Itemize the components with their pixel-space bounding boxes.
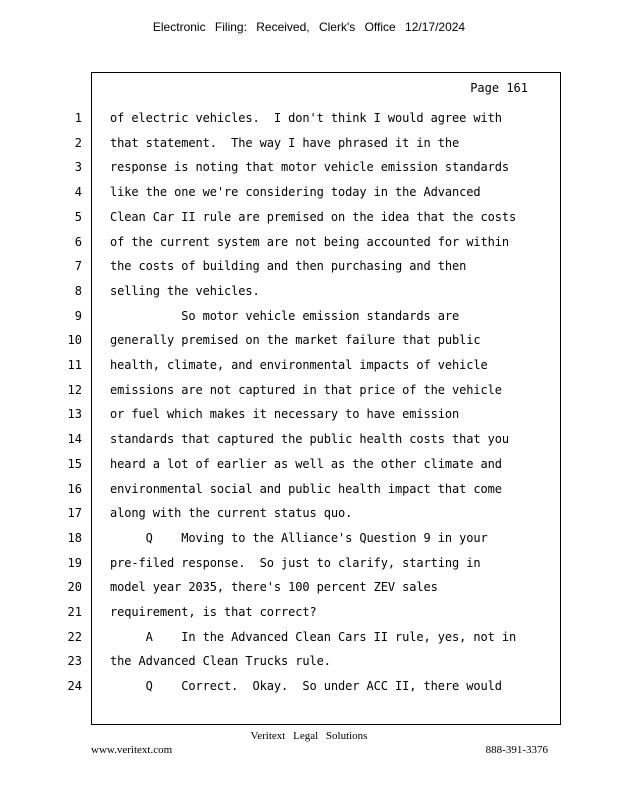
footer-phone: 888-391-3376: [485, 744, 548, 756]
transcript-line: [0, 580, 618, 605]
footer-website: www.veritext.com: [91, 744, 173, 756]
line-text: Q Correct. Okay. So under ACC II, there would: [110, 679, 502, 694]
line-text: like the one we're considering today in the Advanced: [110, 185, 481, 200]
transcript-line: [0, 358, 618, 383]
line-text: model year 2035, there's 100 percent ZEV sales: [110, 580, 438, 595]
line-number: 7: [74, 259, 82, 274]
line-text: health, climate, and environmental impacts of vehicle: [110, 358, 488, 372]
line-number: 6: [74, 234, 82, 249]
line-number: 5: [74, 209, 82, 224]
line-text: So motor vehicle emission standards are: [110, 308, 460, 323]
transcript-line: [0, 506, 618, 531]
transcript-line: [0, 407, 618, 432]
transcript-line: [0, 605, 618, 630]
line-text: or fuel which makes it necessary to have emission: [110, 407, 460, 422]
line-text: the costs of building and then purchasing and then: [110, 259, 467, 274]
transcript-line: [0, 482, 618, 507]
line-number: 3: [74, 160, 82, 175]
line-text: pre-filed response. So just to clarify, starting in: [110, 555, 481, 570]
transcript-line: [0, 136, 618, 161]
transcript-line: [0, 309, 618, 334]
line-text: A In the Advanced Clean Cars II rule, yes, not in: [110, 629, 517, 644]
line-number: 16: [67, 481, 82, 496]
transcript-line: [0, 556, 618, 581]
line-text: requirement, is that correct?: [110, 605, 317, 619]
filing-stamp: Electronic Filing: Received, Clerk's Office 12/17/2024: [152, 20, 466, 34]
line-text: the Advanced Clean Trucks rule.: [110, 654, 331, 669]
line-text: environmental social and public health impact that come: [110, 481, 502, 496]
page-number: Page 161: [470, 81, 528, 95]
line-number: 8: [74, 283, 82, 298]
line-number: 14: [67, 432, 82, 447]
transcript-line: [0, 185, 618, 210]
line-text: that statement. The way I have phrased it in the: [110, 135, 460, 150]
transcript-line: [0, 679, 618, 704]
line-number: 24: [67, 679, 82, 694]
line-number: 20: [67, 580, 82, 595]
line-number: 11: [67, 358, 82, 372]
transcript-line: [0, 160, 618, 185]
line-number: 10: [67, 333, 82, 348]
line-text: response is noting that motor vehicle emission standards: [110, 160, 509, 175]
line-text: Q Moving to the Alliance's Question 9 in your: [110, 530, 488, 545]
line-number: 4: [74, 185, 82, 200]
transcript-line: [0, 259, 618, 284]
transcript-line: [0, 630, 618, 655]
line-number: 13: [67, 407, 82, 422]
line-number: 2: [74, 135, 82, 150]
transcript-line: [0, 654, 618, 679]
line-text: of the current system are not being accounted for within: [110, 234, 509, 249]
line-number: 1: [74, 111, 82, 125]
transcript-line: [0, 235, 618, 260]
line-number: 22: [67, 629, 82, 644]
transcript-line: [0, 111, 618, 136]
line-text: selling the vehicles.: [110, 283, 260, 298]
line-number: 21: [67, 605, 82, 619]
line-number: 23: [67, 654, 82, 669]
line-number: 9: [74, 308, 82, 323]
transcript-line: [0, 210, 618, 235]
transcript-line: [0, 531, 618, 556]
transcript-line: [0, 457, 618, 482]
footer-company: Veritext Legal Solutions: [250, 730, 368, 742]
transcript-line: [0, 284, 618, 309]
line-number: 18: [67, 530, 82, 545]
transcript-line: [0, 432, 618, 457]
line-text: standards that captured the public health costs that you: [110, 432, 509, 447]
transcript-line: [0, 333, 618, 358]
line-text: heard a lot of earlier as well as the other climate and: [110, 456, 502, 471]
line-text: generally premised on the market failure that public: [110, 333, 481, 348]
line-text: emissions are not captured in that price of the vehicle: [110, 382, 502, 397]
line-number: 19: [67, 555, 82, 570]
line-text: along with the current status quo.: [110, 506, 353, 521]
line-number: 17: [67, 506, 82, 521]
transcript-line: [0, 383, 618, 408]
line-number: 12: [67, 382, 82, 397]
line-text: of electric vehicles. I don't think I would agree with: [110, 111, 502, 125]
line-number: 15: [67, 456, 82, 471]
line-text: Clean Car II rule are premised on the idea that the costs: [110, 209, 517, 224]
